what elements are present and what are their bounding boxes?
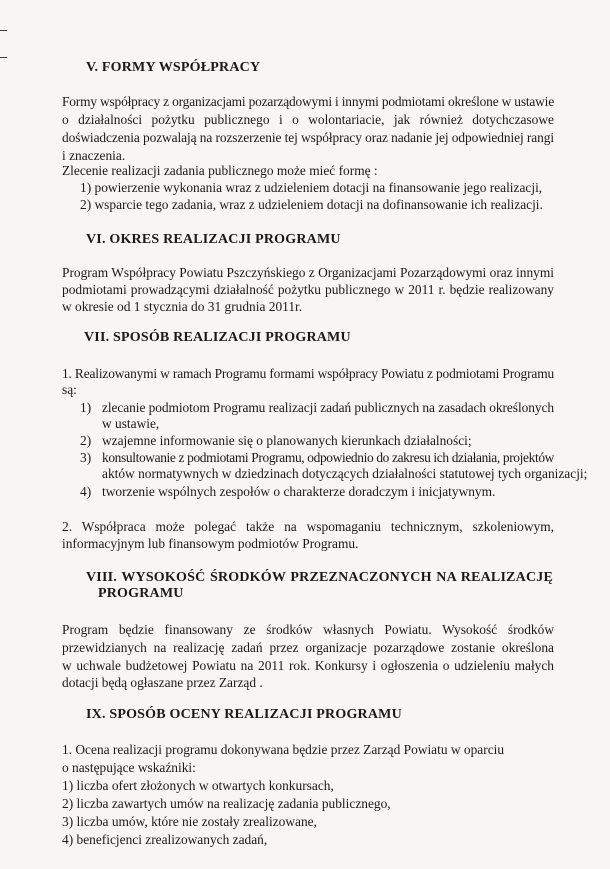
section-viii-heading-cont: PROGRAMU <box>98 586 184 601</box>
paragraph-line: Zlecenie realizacji zadania publicznego może mieć formę : <box>62 163 378 178</box>
section-viii-heading: VIII. WYSOKOŚĆ ŚRODKÓW PRZEZNACZONYCH NA REALIZACJĘ <box>86 570 553 585</box>
section-v-heading: V. FORMY WSPÓŁPRACY <box>86 60 261 75</box>
list-item: wzajemne informowanie się o planowanych kierunkach działalności; <box>102 433 472 448</box>
section-vii-heading: VII. SPOSÓB REALIZACJI PROGRAMU <box>84 330 351 345</box>
list-item: 4) beneficjenci zrealizowanych zadań, <box>62 832 268 847</box>
paragraph-line: w okresie od 1 stycznia do 31 grudnia 2011r. <box>62 299 303 314</box>
paragraph-line: w uchwale budżetowej Powiatu na 2011 rok. Konkursy i ogłoszenia o udzieleniu małych <box>62 658 554 673</box>
paragraph-line: przewidzianych na realizację zadań przez organizacje pozarządowe zostanie określona <box>62 640 554 655</box>
paragraph-line: dotacji będą ogłaszane przez Zarząd . <box>62 675 263 690</box>
paragraph-line: 1. Realizowanymi w ramach Programu formami współpracy Powiatu z podmiotami Programu <box>62 366 555 381</box>
list-item-number: 1) <box>80 400 92 415</box>
paragraph-line: 2. Współpraca może polegać także na wspomaganiu technicznym, szkoleniowym, <box>62 519 554 534</box>
paragraph-line: o działalności pożytku publicznego i o wolontariacie, jak również dotychczasowe <box>62 112 554 127</box>
paragraph-line: są: <box>62 382 77 397</box>
paragraph-line: 1. Ocena realizacji programu dokonywana będzie przez Zarząd Powiatu w oparciu <box>62 742 505 757</box>
list-item: zlecanie podmiotom Programu realizacji zadań publicznych na zasadach określonych <box>102 400 554 415</box>
section-ix-heading: IX. SPOSÓB OCENY REALIZACJI PROGRAMU <box>86 707 402 722</box>
list-item: 3) liczba umów, które nie zostały zrealizowane, <box>62 814 317 829</box>
paragraph-line: Program Współpracy Powiatu Pszczyńskiego z Organizacjami Pozarządowymi oraz innymi <box>62 265 554 280</box>
list-item-number: 3) <box>80 450 92 465</box>
section-vi-heading: VI. OKRES REALIZACJI PROGRAMU <box>86 232 341 247</box>
paragraph-line: Program będzie finansowany ze środków własnych Powiatu. Wysokość środków <box>62 622 554 637</box>
list-item: w ustawie, <box>102 416 160 431</box>
paragraph-line: informacyjnym lub finansowym podmiotów Programu. <box>62 536 359 551</box>
scan-edge-mark <box>0 30 7 31</box>
paragraph-line: i znaczenia. <box>62 148 126 163</box>
list-item-number: 4) <box>80 484 92 499</box>
list-item: 1) powierzenie wykonania wraz z udzieleniem dotacji na finansowanie jego realizacji, <box>80 180 543 195</box>
list-item: 2) liczba zawartych umów na realizację zadania publicznego, <box>62 796 391 811</box>
list-item: 1) liczba ofert złożonych w otwartych konkursach, <box>62 778 334 793</box>
list-item-number: 2) <box>80 433 92 448</box>
paragraph-line: Formy współpracy z organizacjami pozarządowymi i innymi podmiotami określone w ustawie <box>62 94 554 109</box>
list-item: konsultowanie z podmiotami Programu, odpowiednio do zakresu ich działania, projektów <box>102 450 554 465</box>
paragraph-line: podmiotami prowadzącymi działalność pożytku publicznego w 2011 r. będzie realizowany <box>62 282 554 297</box>
list-item: aktów normatywnych w dziedzinach dotyczących działalności statutowej tych organizacji; <box>102 466 588 481</box>
paragraph-line: o następujące wskaźniki: <box>62 760 196 775</box>
list-item: tworzenie wspólnych zespołów o charakterze doradczym i inicjatywnym. <box>102 484 496 499</box>
paragraph-line: doświadczenia pozwalają na rozszerzenie tej współpracy oraz nadanie jej odpowiedniej rangi <box>62 130 554 145</box>
scan-edge-mark <box>0 57 7 58</box>
list-item: 2) wsparcie tego zadania, wraz z udzieleniem dotacji na dofinansowanie ich realizacji. <box>80 197 543 212</box>
